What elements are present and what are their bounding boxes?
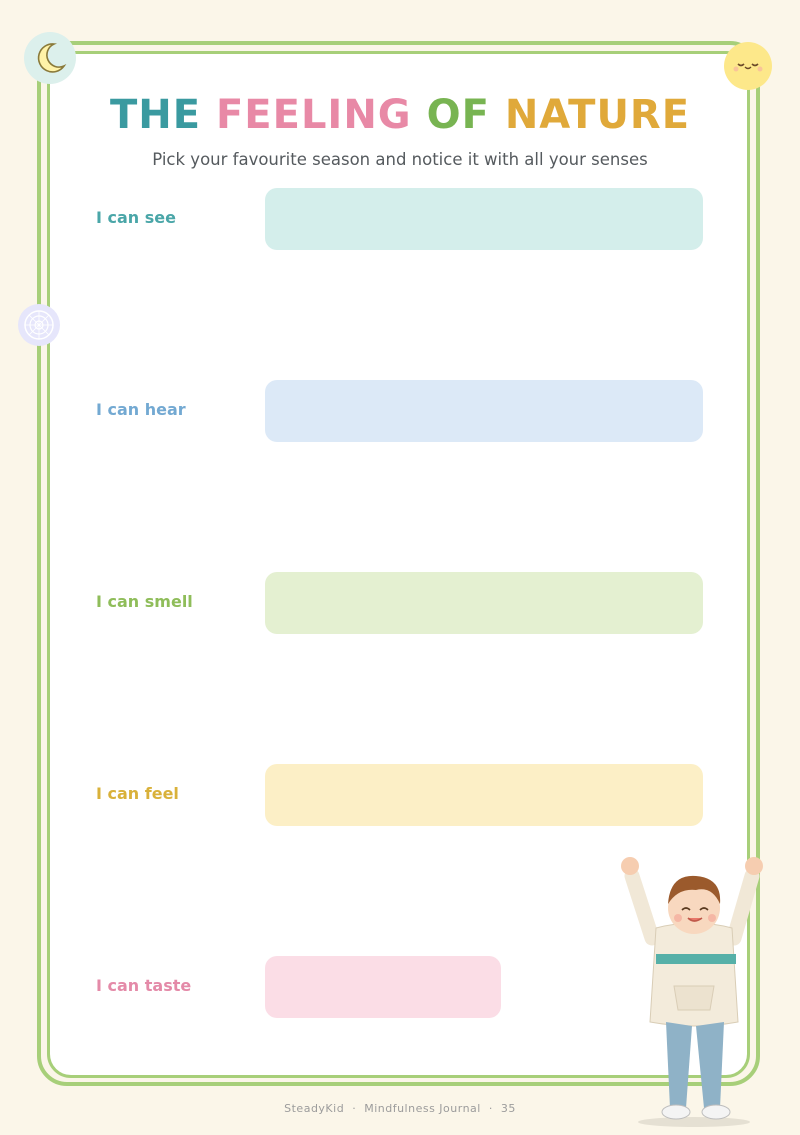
sense-box-see[interactable] bbox=[265, 188, 703, 250]
title-word-nature: NATURE bbox=[504, 92, 691, 138]
page-footer bbox=[0, 1102, 800, 1115]
page-subtitle: Pick your favourite season and notice it with all your senses bbox=[152, 150, 648, 169]
sense-label-taste: I can taste bbox=[96, 976, 192, 995]
moon-icon bbox=[24, 32, 76, 84]
footer-page-number: 35 bbox=[500, 1102, 516, 1115]
title-word-of: OF bbox=[426, 92, 490, 138]
footer-separator: · bbox=[488, 1102, 493, 1115]
footer-journal: Mindfulness Journal bbox=[364, 1102, 481, 1115]
sense-box-feel[interactable] bbox=[265, 764, 703, 826]
footer-brand: SteadyKid bbox=[284, 1102, 345, 1115]
title-word-the: THE bbox=[109, 92, 202, 138]
sense-box-smell[interactable] bbox=[265, 572, 703, 634]
sense-label-smell: I can smell bbox=[96, 592, 193, 611]
title-word-feeling: FEELING bbox=[215, 92, 412, 138]
sense-label-feel: I can feel bbox=[96, 784, 179, 803]
sense-label-hear: I can hear bbox=[96, 400, 186, 419]
mandala-icon bbox=[18, 304, 60, 346]
boy-illustration bbox=[612, 846, 772, 1131]
sun-icon bbox=[724, 42, 772, 90]
sense-label-see: I can see bbox=[96, 208, 176, 227]
sense-box-taste[interactable] bbox=[265, 956, 501, 1018]
page-title bbox=[0, 92, 800, 138]
sense-box-hear[interactable] bbox=[265, 380, 703, 442]
footer-separator: · bbox=[352, 1102, 357, 1115]
